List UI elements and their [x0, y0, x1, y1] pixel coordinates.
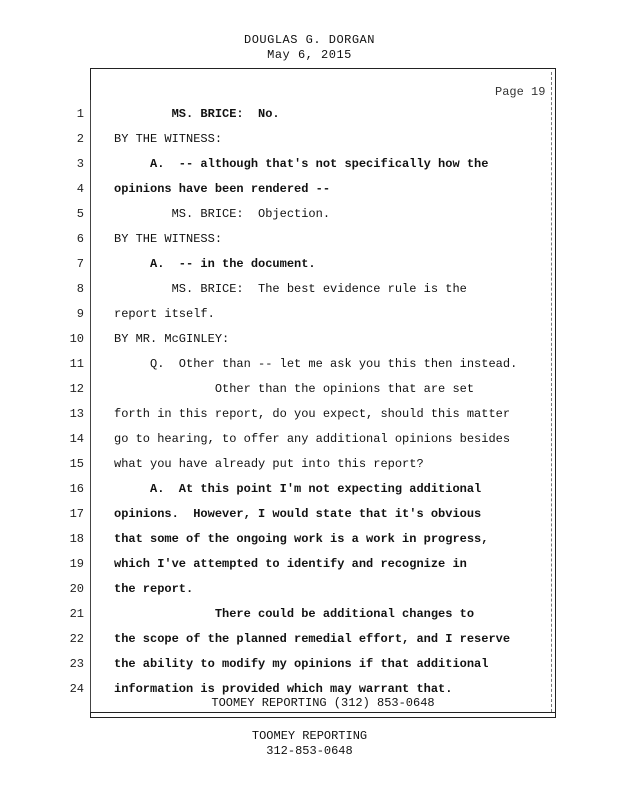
- line-number: 4: [76, 182, 84, 196]
- line-number: 5: [76, 207, 84, 221]
- line-number: 11: [69, 357, 84, 371]
- transcript-line: [0, 257, 560, 279]
- line-number: 6: [76, 232, 84, 246]
- transcript-line: [0, 407, 560, 429]
- line-number: 24: [69, 682, 84, 696]
- line-text: MS. BRICE: Objection.: [114, 207, 331, 221]
- line-text: opinions have been rendered --: [114, 182, 331, 196]
- footer-company: TOOMEY REPORTING: [251, 729, 368, 743]
- line-number: 19: [69, 557, 84, 571]
- line-number: 20: [69, 582, 84, 596]
- line-text: A. -- although that's not specifically how the: [114, 157, 489, 171]
- transcript-line: [0, 607, 560, 629]
- line-number: 17: [69, 507, 84, 521]
- line-number: 10: [69, 332, 84, 346]
- transcript-line: [0, 582, 560, 604]
- transcript-line: [0, 432, 560, 454]
- frame-bottom-rule: [90, 712, 556, 713]
- line-number: 23: [69, 657, 84, 671]
- line-text: forth in this report, do you expect, should this matter: [114, 407, 511, 421]
- transcript-line: [0, 207, 560, 229]
- line-text: Other than the opinions that are set: [114, 382, 475, 396]
- line-text: There could be additional changes to: [114, 607, 475, 621]
- transcript-line: [0, 307, 560, 329]
- line-text: opinions. However, I would state that it's obvious: [114, 507, 482, 521]
- line-text: Q. Other than -- let me ask you this then instead.: [114, 357, 518, 371]
- line-text: MS. BRICE: The best evidence rule is the: [114, 282, 467, 296]
- line-text: the ability to modify my opinions if that additional: [114, 657, 489, 671]
- line-text: what you have already put into this report?: [114, 457, 424, 471]
- line-number: 2: [76, 132, 84, 146]
- transcript-line: [0, 107, 560, 129]
- line-number: 21: [69, 607, 84, 621]
- transcript-line: [0, 557, 560, 579]
- line-text: go to hearing, to offer any additional opinions besides: [114, 432, 511, 446]
- line-number: 14: [69, 432, 84, 446]
- transcript-line: [0, 657, 560, 679]
- line-number: 3: [76, 157, 84, 171]
- line-number: 16: [69, 482, 84, 496]
- transcript-line: [0, 482, 560, 504]
- transcript-line: [0, 157, 560, 179]
- transcript-line: [0, 357, 560, 379]
- transcript-line: [0, 332, 560, 354]
- line-text: which I've attempted to identify and recognize in: [114, 557, 467, 571]
- transcript-line: [0, 132, 560, 154]
- line-number: 18: [69, 532, 84, 546]
- deponent-name: DOUGLAS G. DORGAN: [244, 33, 375, 47]
- line-text: the report.: [114, 582, 194, 596]
- line-text: that some of the ongoing work is a work in progress,: [114, 532, 489, 546]
- page-number: Page 19: [495, 85, 546, 99]
- line-text: information is provided which may warrant that.: [114, 682, 453, 696]
- line-number: 7: [76, 257, 84, 271]
- line-text: A. At this point I'm not expecting additional: [114, 482, 482, 496]
- line-number: 12: [69, 382, 84, 396]
- transcript-line: [0, 382, 560, 404]
- line-text: A. -- in the document.: [114, 257, 316, 271]
- inner-footer: TOOMEY REPORTING (312) 853-0648: [211, 696, 435, 710]
- line-text: report itself.: [114, 307, 215, 321]
- line-text: the scope of the planned remedial effort, and I reserve: [114, 632, 511, 646]
- line-text: BY MR. McGINLEY:: [114, 332, 230, 346]
- transcript-line: [0, 532, 560, 554]
- transcript-line: [0, 282, 560, 304]
- transcript-line: [0, 632, 560, 654]
- line-number: 9: [76, 307, 84, 321]
- transcript-line: [0, 507, 560, 529]
- transcript-line: [0, 232, 560, 254]
- line-number: 13: [69, 407, 84, 421]
- line-number: 8: [76, 282, 84, 296]
- line-number: 1: [76, 107, 84, 121]
- line-text: MS. BRICE: No.: [114, 107, 280, 121]
- transcript-line: [0, 457, 560, 479]
- line-number: 22: [69, 632, 84, 646]
- line-number: 15: [69, 457, 84, 471]
- line-text: BY THE WITNESS:: [114, 232, 223, 246]
- line-text: BY THE WITNESS:: [114, 132, 223, 146]
- deposition-date: May 6, 2015: [267, 48, 352, 62]
- transcript-line: [0, 182, 560, 204]
- footer-phone: 312-853-0648: [266, 744, 353, 758]
